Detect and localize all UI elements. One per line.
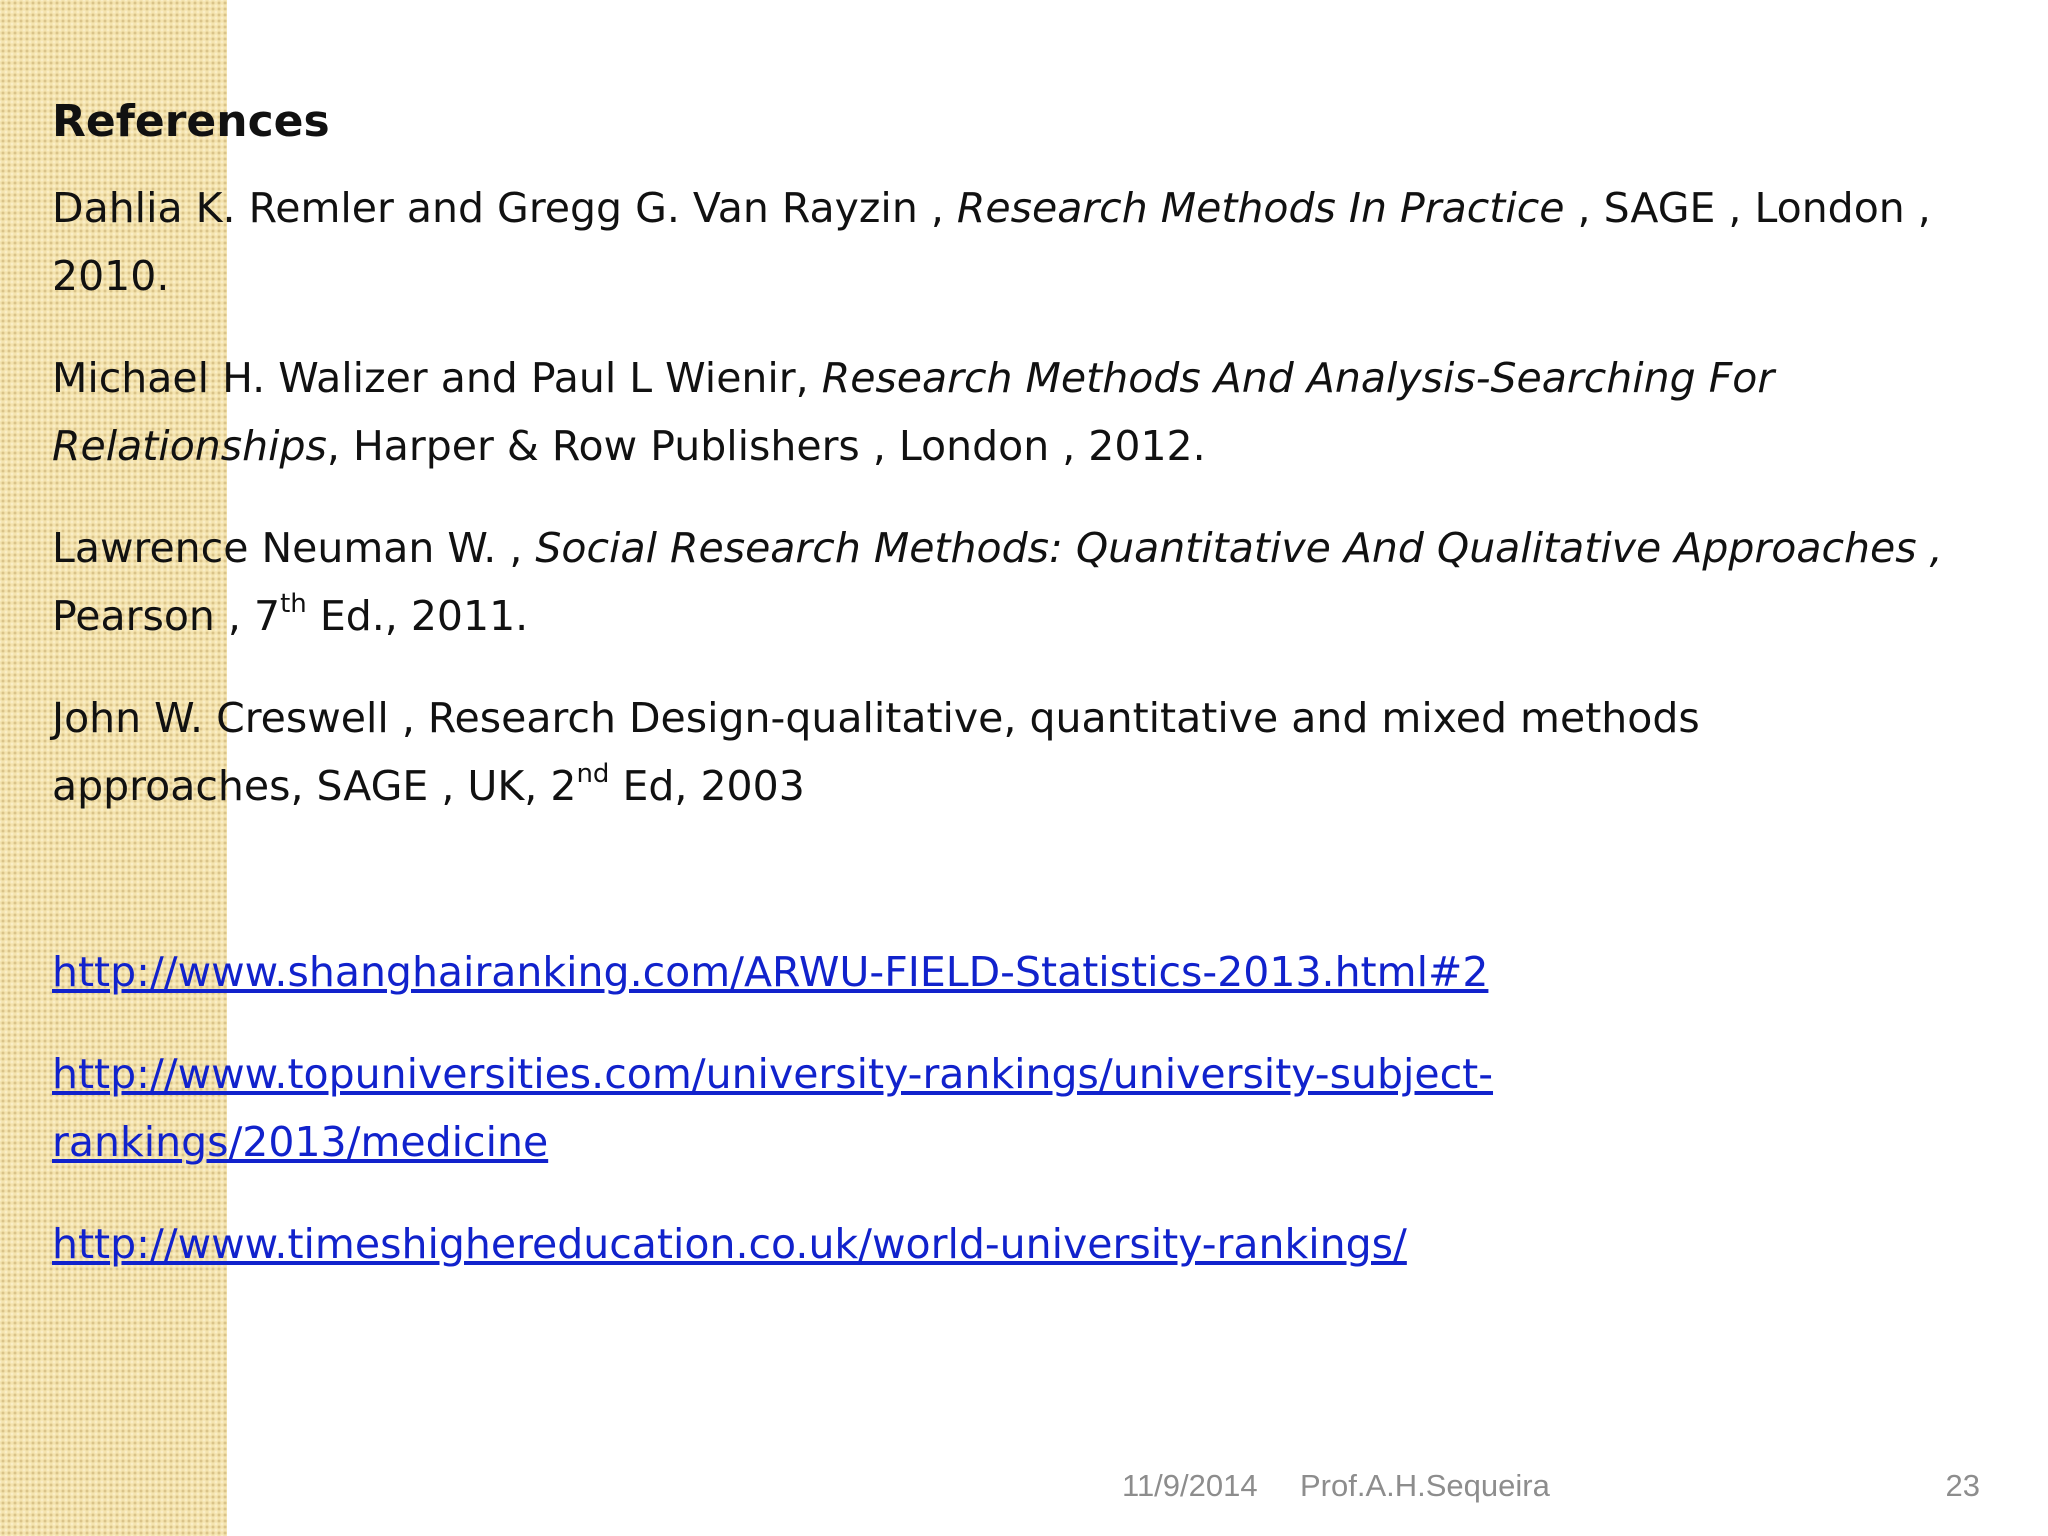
reference-2-rest: , Harper & Row Publishers , London , 2012.: [326, 422, 1206, 470]
slide-heading: References: [52, 96, 330, 147]
reference-3-rest-before: Pearson , 7: [52, 592, 281, 640]
reference-3-title: Social Research Methods: Quantitative And Qualitative Approaches ,: [535, 524, 1943, 572]
reference-1-rest: , SAGE , London , 2010.: [52, 184, 1931, 300]
link-timeshighereducation[interactable]: http://www.timeshighereducation.co.uk/world-university-rankings/: [52, 1220, 1407, 1268]
reference-2-authors: Michael H. Walizer and Paul L Wienir,: [52, 354, 822, 402]
footer-date: 11/9/2014: [1122, 1468, 1258, 1503]
reference-2-title: Research Methods And Analysis-Searching For Relationships: [52, 354, 1775, 470]
links-section: [52, 938, 1952, 1278]
reference-2: [52, 344, 1952, 480]
reference-3-rest-after: Ed., 2011.: [306, 592, 529, 640]
reference-3-superscript: th: [280, 589, 307, 619]
reference-4-text-before: John W. Creswell , Research Design-qualitative, quantitative and mixed methods approaches, SAGE , UK, 2: [52, 694, 1700, 810]
footer-author: Prof.A.H.Sequeira: [1300, 1468, 1550, 1503]
reference-3-authors: Lawrence Neuman W. ,: [52, 524, 536, 572]
reference-1-authors: Dahlia K. Remler and Gregg G. Van Rayzin ,: [52, 184, 957, 232]
reference-4: [52, 684, 1952, 820]
reference-3: [52, 514, 1952, 650]
reference-1-title: Research Methods In Practice: [956, 184, 1565, 232]
link-topuniversities[interactable]: http://www.topuniversities.com/university-rankings/university-subject-rankings/2013/medicine: [52, 1050, 1494, 1166]
reference-4-text-after: Ed, 2003: [609, 762, 805, 810]
link-shanghairanking[interactable]: http://www.shanghairanking.com/ARWU-FIELD-Statistics-2013.html#2: [52, 948, 1489, 996]
slide-content: [52, 90, 1952, 1312]
footer-page-number: 23: [1945, 1468, 1980, 1503]
reference-4-superscript: nd: [576, 759, 610, 789]
reference-1: [52, 174, 1952, 310]
